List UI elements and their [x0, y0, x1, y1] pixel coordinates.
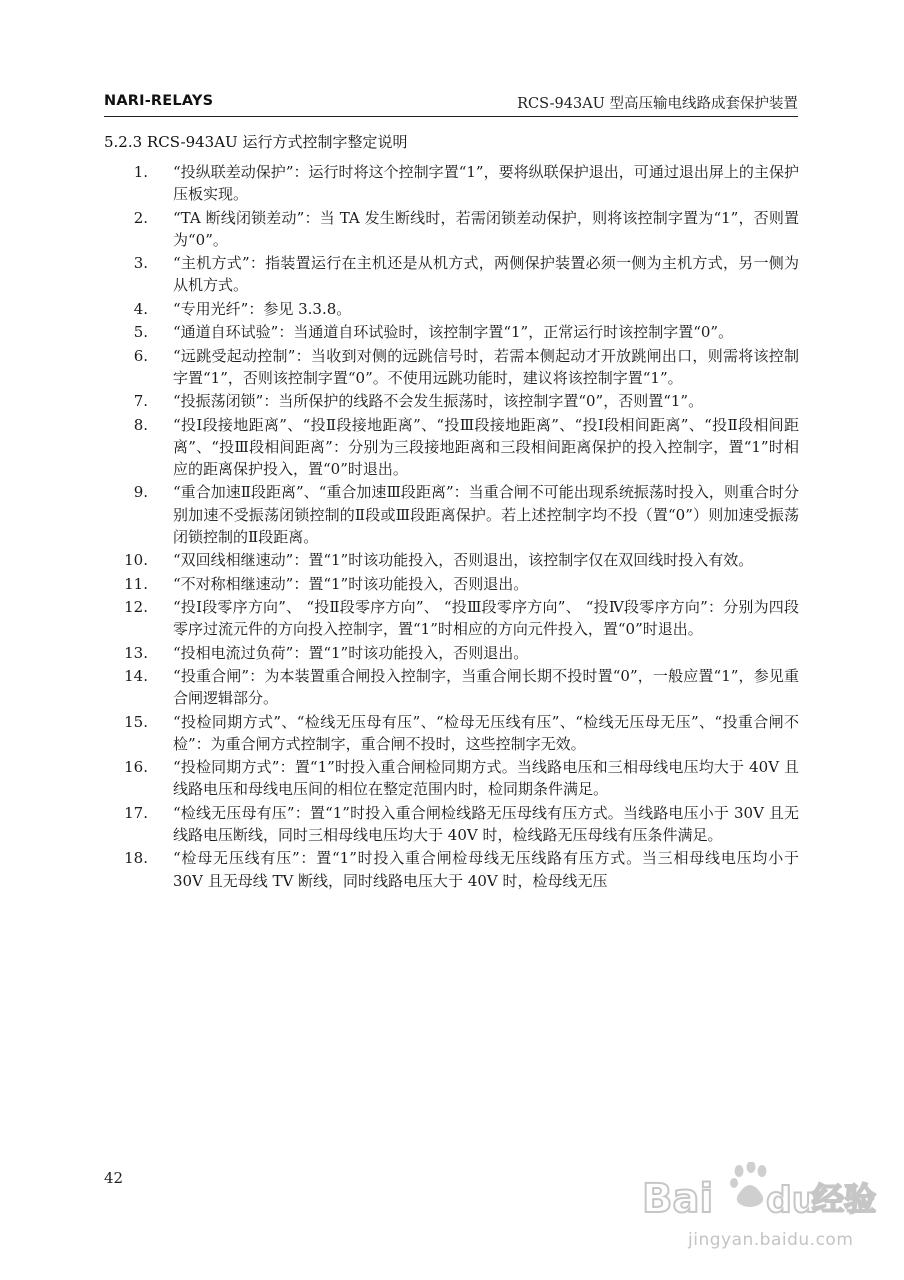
page-header	[104, 92, 798, 114]
item-number: 1.	[133, 163, 148, 181]
list-item	[104, 665, 804, 709]
brand-logo-text: NARI-RELAYS	[104, 93, 214, 109]
item-text: “检线无压母有压”：置“1”时投入重合闸检线路无压母线有压方式。当线路电压小于 30V 且无线路电压断线，同时三相母线电压均大于 40V 时，检线路无压母线有压条件满足。	[173, 803, 799, 844]
list-item	[104, 802, 804, 846]
item-text: “投Ⅰ段接地距离”、“投Ⅱ段接地距离”、“投Ⅲ段接地距离”、“投Ⅰ段相间距离”、“投Ⅱ段相间距离”、“投Ⅲ段相间距离”：分别为三段接地距离和三段相间距离保护的投入控制字，置“1”时相应的距离保护投入，置“0”时退出。	[173, 415, 799, 478]
item-text: “不对称相继速动”：置“1”时该功能投入，否则退出。	[173, 574, 529, 593]
baidu-logo-icon	[640, 1162, 880, 1224]
item-text: “投Ⅰ段零序方向”、 “投Ⅱ段零序方向”、 “投Ⅲ段零序方向”、 “投Ⅳ段零序方向”：分别为四段零序过流元件的方向投入控制字，置“1”时相应的方向元件投入，置“0”时退出。	[173, 598, 799, 639]
item-text: “投振荡闭锁”：当所保护的线路不会发生振荡时，该控制字置“0”，否则置“1”。	[173, 392, 704, 411]
header-divider	[104, 116, 798, 117]
list-item	[104, 390, 804, 412]
list-item	[104, 298, 804, 320]
document-title: RCS-943AU 型高压输电线路成套保护装置	[517, 96, 798, 112]
item-number: 12.	[124, 598, 148, 617]
item-number: 5.	[133, 323, 148, 342]
item-number: 14.	[124, 667, 148, 686]
item-number: 2.	[133, 208, 148, 227]
list-item	[104, 756, 804, 800]
item-number: 4.	[133, 299, 148, 318]
item-number: 10.	[124, 551, 148, 570]
item-text: “专用光纤”：参见 3.3.8。	[173, 299, 352, 318]
list-item	[104, 345, 804, 389]
item-number: 7.	[133, 392, 148, 411]
watermark-jingyan-text: 经验	[812, 1180, 877, 1218]
list-item	[104, 252, 804, 296]
item-number: 16.	[124, 758, 148, 777]
settings-list	[104, 161, 804, 893]
item-text: “远跳受起动控制”：当收到对侧的远跳信号时，若需本侧起动才开放跳闸出口，则需将该控制字置“1”，否则该控制字置“0”。不使用远跳功能时，建议将该控制字置“1”。	[173, 346, 799, 387]
baidu-jingyan-watermark	[640, 1162, 880, 1254]
item-number: 3.	[133, 254, 148, 273]
item-number: 6.	[133, 346, 148, 365]
list-item	[104, 414, 804, 480]
item-number: 8.	[133, 415, 148, 434]
watermark-url: jingyan.baidu.com	[688, 1230, 854, 1250]
item-text: “投纵联差动保护”：运行时将这个控制字置“1”，要将纵联保护退出，可通过退出屏上的主保护压板实现。	[173, 163, 799, 204]
page-number: 42	[104, 1169, 124, 1187]
item-number: 9.	[133, 483, 148, 502]
section-heading: 5.2.3 RCS-943AU 运行方式控制字整定说明	[104, 133, 408, 151]
item-number: 13.	[124, 643, 148, 662]
item-text: “主机方式”：指装置运行在主机还是从机方式，两侧保护装置必须一侧为主机方式，另一侧为从机方式。	[173, 254, 799, 295]
item-number: 15.	[124, 712, 148, 731]
list-item	[104, 207, 804, 251]
list-item	[104, 549, 804, 571]
item-number: 18.	[124, 849, 148, 868]
item-text: “检母无压线有压”：置“1”时投入重合闸检母线无压线路有压方式。当三相母线电压均小于 30V 且无母线 TV 断线，同时线路电压大于 40V 时，检母线无压	[173, 849, 799, 890]
list-item	[104, 161, 804, 205]
list-item	[104, 573, 804, 595]
item-text: “重合加速Ⅱ段距离”、“重合加速Ⅲ段距离”：当重合闸不可能出现系统振荡时投入，则重合时分别加速不受振荡闭锁控制的Ⅱ段或Ⅲ段距离保护。若上述控制字均不投（置“0”）则加速受振荡闭锁控制的Ⅱ段距离。	[173, 483, 799, 546]
list-item	[104, 711, 804, 755]
watermark-bai-text: Bai	[642, 1176, 714, 1222]
watermark-du-text: du	[766, 1180, 818, 1221]
list-item	[104, 596, 804, 640]
item-text: “投相电流过负荷”：置“1”时该功能投入，否则退出。	[173, 643, 529, 662]
item-number: 17.	[124, 803, 148, 822]
item-text: “通道自环试验”：当通道自环试验时，该控制字置“1”，正常运行时该控制字置“0”。	[173, 323, 734, 342]
item-text: “投检同期方式”：置“1”时投入重合闸检同期方式。当线路电压和三相母线电压均大于 40V 且线路电压和母线电压间的相位在整定范围内时，检同期条件满足。	[173, 758, 799, 799]
list-item	[104, 481, 804, 547]
item-text: “投检同期方式”、“检线无压母有压”、“检母无压线有压”、“检线无压母无压”、“投重合闸不检”：为重合闸方式控制字，重合闸不投时，这些控制字无效。	[173, 712, 799, 753]
paw-icon	[730, 1162, 767, 1207]
list-item	[104, 847, 804, 891]
item-text: “投重合闸”：为本装置重合闸投入控制字，当重合闸长期不投时置“0”，一般应置“1”，参见重合闸逻辑部分。	[173, 667, 799, 708]
item-text: “TA 断线闭锁差动”：当 TA 发生断线时，若需闭锁差动保护，则将该控制字置为“1”，否则置为“0”。	[173, 208, 799, 249]
list-item	[104, 642, 804, 664]
list-item	[104, 321, 804, 343]
item-text: “双回线相继速动”：置“1”时该功能投入，否则退出，该控制字仅在双回线时投入有效。	[173, 551, 754, 570]
item-number: 11.	[124, 574, 148, 593]
